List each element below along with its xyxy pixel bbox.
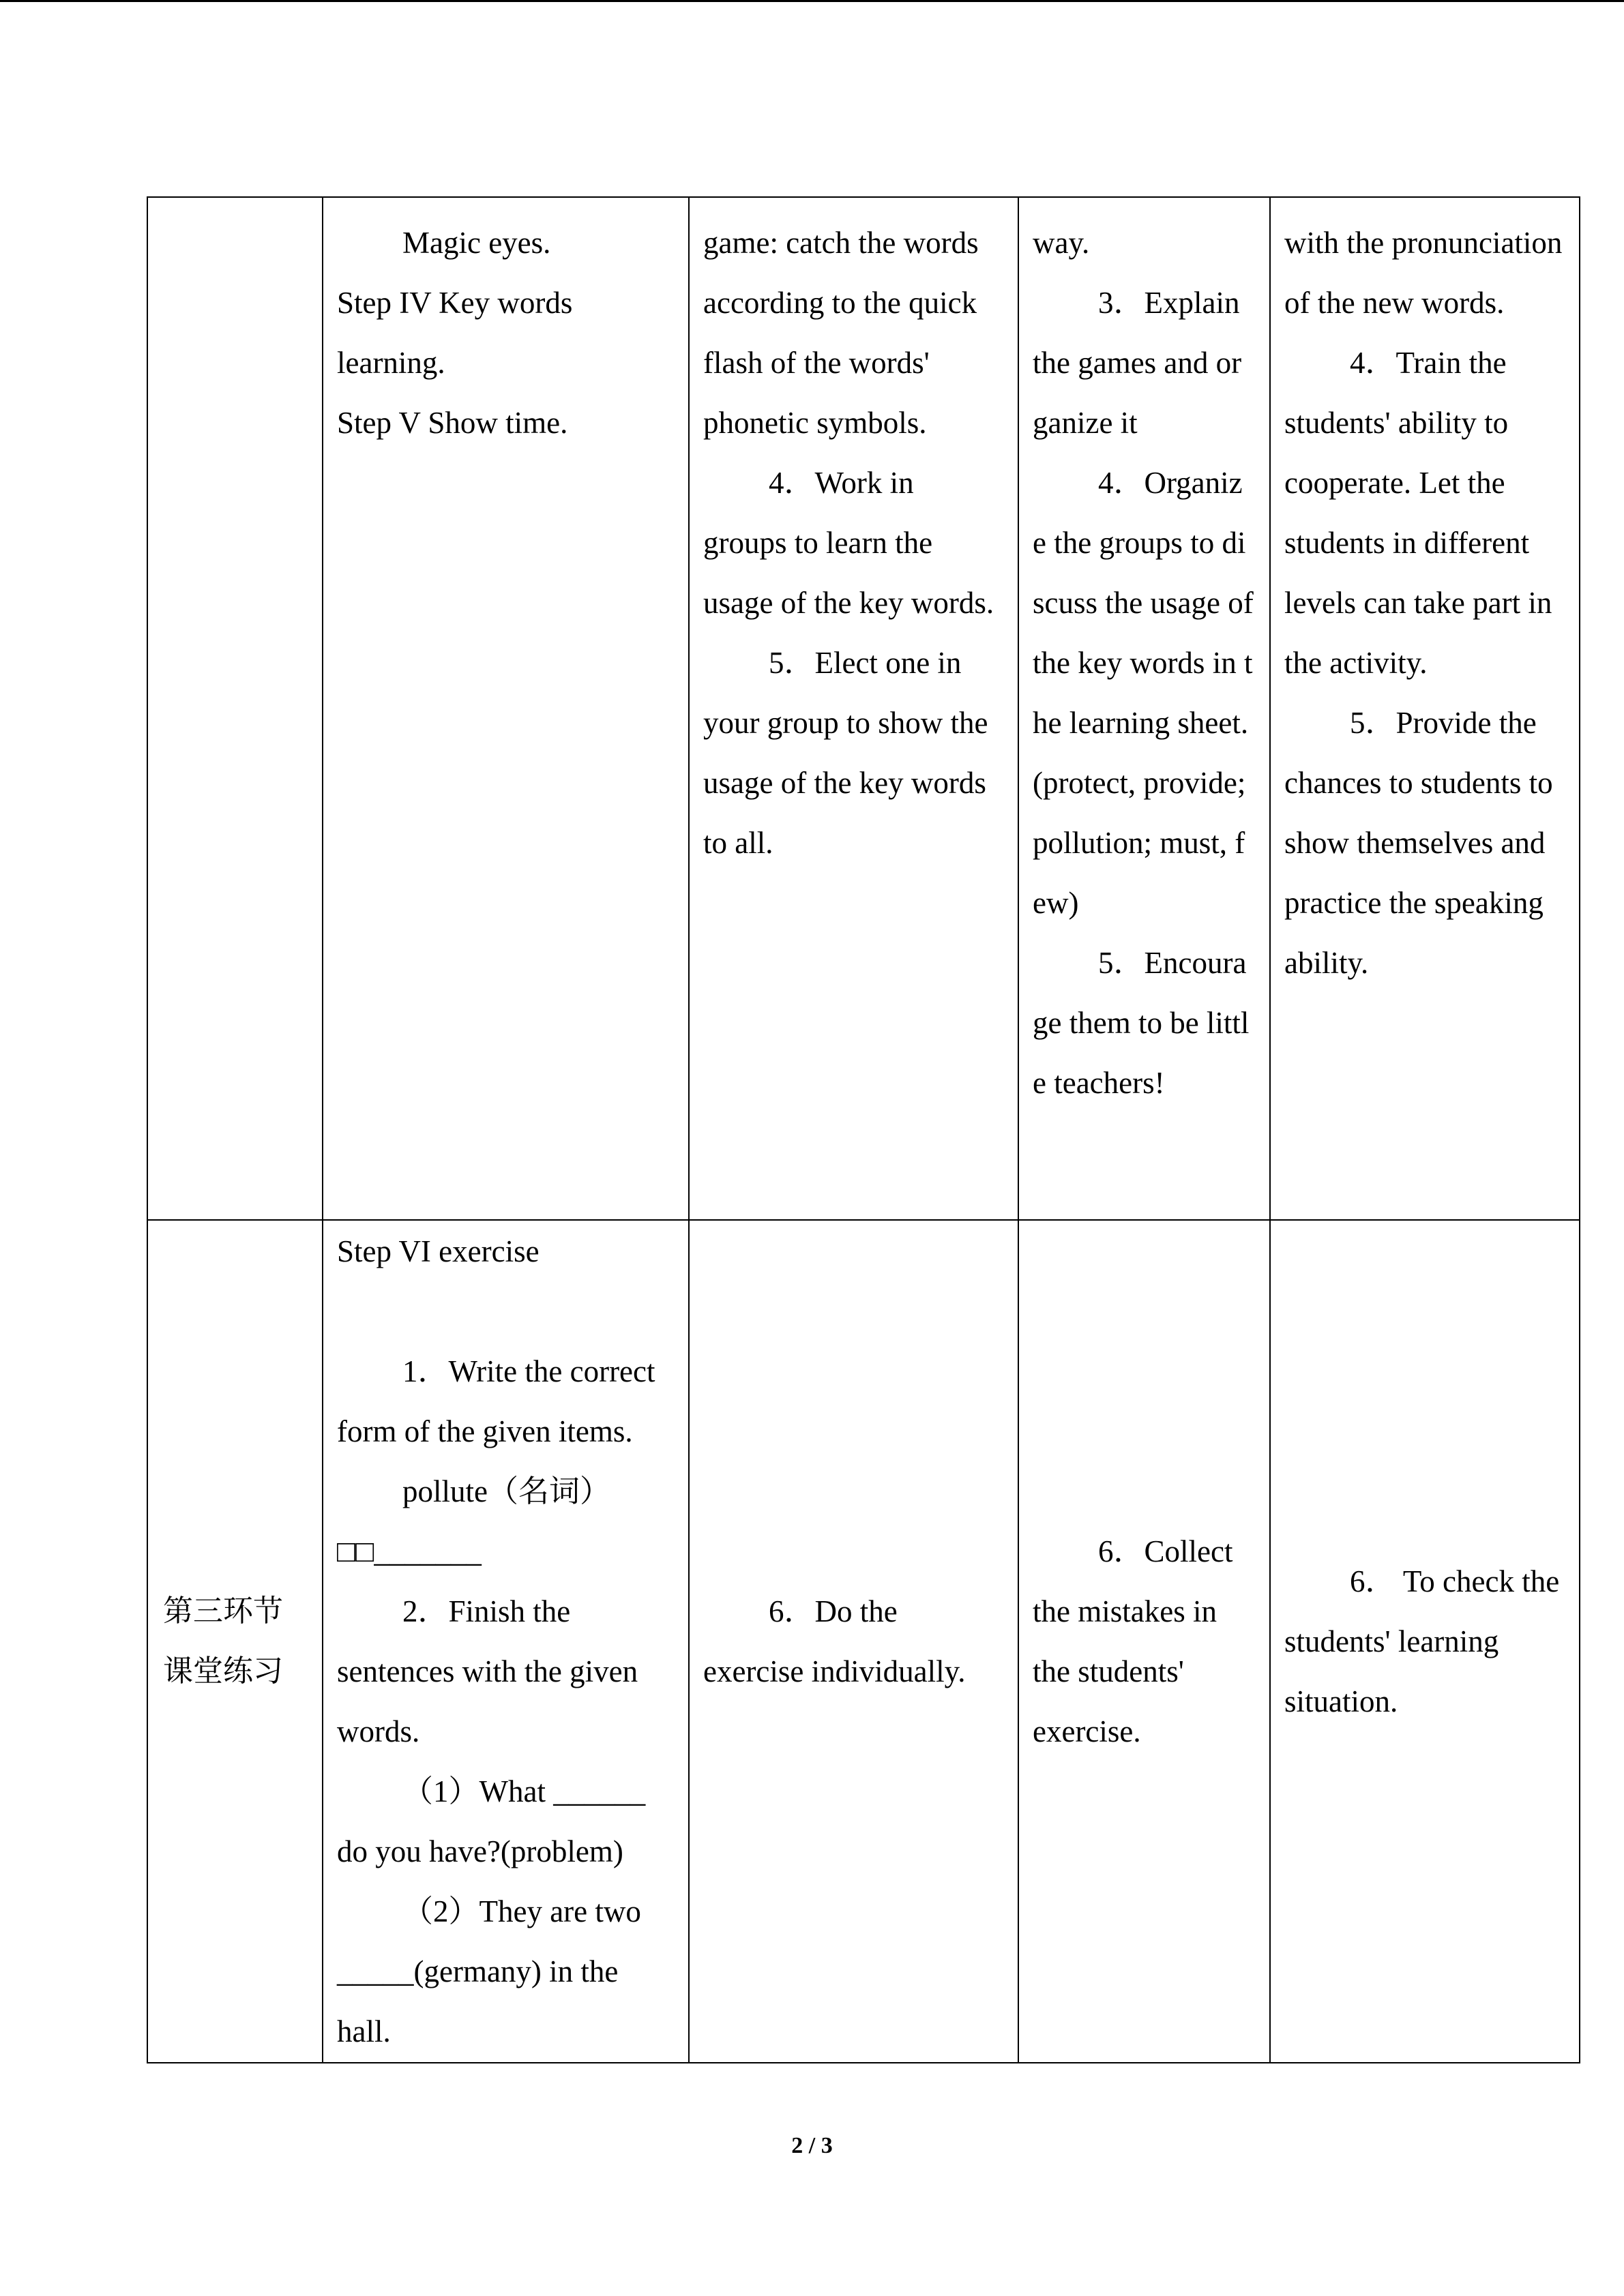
procedure-cell [323, 197, 689, 1220]
teacher-activity-text: 4．Organize the groups to discuss the usage of the key words in the learning sheet. (protect, provide; pollution; must, few) [1033, 466, 1254, 920]
exercise-item: 2．Finish the sentences with the given words. [337, 1594, 638, 1748]
exercise-item: 1．Write the correct form of the given items. [337, 1354, 655, 1448]
table-row [147, 1220, 1580, 2063]
purpose-cell [1270, 197, 1580, 1220]
teacher-activity-text: 5．Encourage them to be little teachers! [1033, 946, 1250, 1100]
purpose-text: 5．Provide the chances to students to show themselves and practice the speaking ability. [1284, 706, 1553, 980]
purpose-text: 4．Train the students' ability to cooperate. Let the students in different levels can take part in the activity. [1284, 346, 1552, 680]
teacher-activity-cell [1018, 1220, 1270, 2063]
stage-label: 课堂练习 [163, 1654, 283, 1688]
purpose-text: 6． To check the students' learning situation. [1284, 1564, 1560, 1718]
student-activity-text: 6．Do the exercise individually. [703, 1594, 966, 1688]
student-activity-cell [689, 1220, 1018, 2063]
spacer [337, 1281, 675, 1341]
teacher-activity-text: 6．Collect the mistakes in the students' exercise. [1033, 1534, 1233, 1748]
teacher-activity-text: way. [1033, 226, 1090, 260]
purpose-cell [1270, 1220, 1580, 2063]
stage-cell [147, 1220, 323, 2063]
procedure-line: Step V Show time. [337, 406, 568, 440]
procedure-line: Step IV Key words learning. [337, 286, 573, 380]
table-row [147, 197, 1580, 1220]
student-activity-text: game: catch the words according to the quick flash of the words' phonetic symbols. [703, 226, 979, 440]
purpose-text: with the pronunciation of the new words. [1284, 226, 1563, 320]
exercise-item: pollute（名词）□□_______ [337, 1474, 610, 1568]
stage-label: 第三环节 [163, 1594, 283, 1628]
exercise-question: （1）What ______ do you have?(problem) [337, 1774, 646, 1868]
exercise-title: Step VI exercise [337, 1234, 540, 1268]
student-activity-text: 4．Work in groups to learn the usage of the key words. [703, 466, 994, 620]
exercise-question: （2）They are two _____(germany) in the hall. [337, 1894, 641, 2048]
student-activity-cell [689, 197, 1018, 1220]
lesson-plan-table [147, 196, 1580, 2063]
top-border-line [0, 0, 1624, 2]
procedure-line: Magic eyes. [402, 226, 551, 260]
procedure-cell [323, 1220, 689, 2063]
stage-cell [147, 197, 323, 1220]
teacher-activity-cell [1018, 197, 1270, 1220]
page-number: 2 / 3 [791, 2133, 833, 2158]
teacher-activity-text: 3．Explain the games and organize it [1033, 286, 1242, 440]
student-activity-text: 5．Elect one in your group to show the usage of the key words to all. [703, 646, 988, 860]
